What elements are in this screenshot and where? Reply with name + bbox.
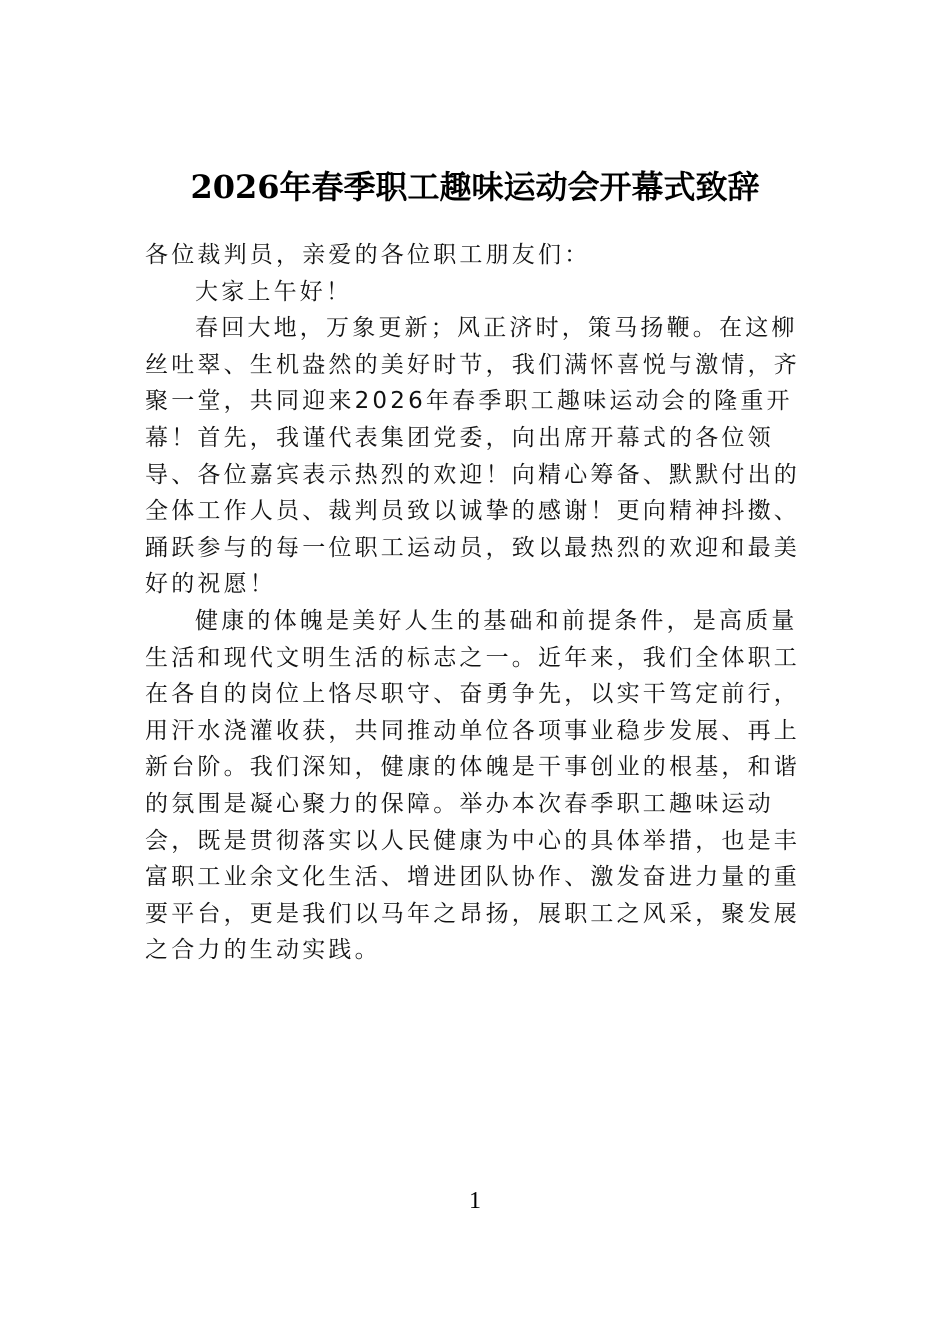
paragraph-line: 好的祝愿！ xyxy=(145,571,276,598)
page-number: 1 xyxy=(469,1188,481,1214)
paragraph-line: 导、各位嘉宾表示热烈的欢迎！向精心筹备、默默付出的 xyxy=(145,461,800,488)
paragraph-line: 会，既是贯彻落实以人民健康为中心的具体举措，也是丰 xyxy=(145,827,800,854)
paragraph-line: 新台阶。我们深知，健康的体魄是干事创业的根基，和谐 xyxy=(145,754,800,781)
paragraph-line: 全体工作人员、裁判员致以诚挚的感谢！更向精神抖擞、 xyxy=(145,498,800,525)
paragraph-line: 富职工业余文化生活、增进团队协作、激发奋进力量的重 xyxy=(145,864,800,891)
paragraph-line: 之合力的生动实践。 xyxy=(145,937,381,964)
paragraph-line: 的氛围是凝心聚力的保障。举办本次春季职工趣味运动 xyxy=(145,790,774,817)
greeting-line: 大家上午好！ xyxy=(195,278,353,305)
paragraph-line: 丝吐翠、生机盎然的美好时节，我们满怀喜悦与激情，齐 xyxy=(145,351,800,378)
paragraph-line: 用汗水浇灌收获，共同推动单位各项事业稳步发展、再上 xyxy=(145,717,800,744)
paragraph-line: 生活和现代文明生活的标志之一。近年来，我们全体职工 xyxy=(145,644,800,671)
document-body xyxy=(145,237,800,969)
salutation-line: 各位裁判员，亲爱的各位职工朋友们： xyxy=(145,242,591,268)
paragraph-line: 聚一堂，共同迎来2026年春季职工趣味运动会的隆重开 xyxy=(145,388,793,415)
paragraph-line: 踊跃参与的每一位职工运动员，致以最热烈的欢迎和最美 xyxy=(145,534,800,561)
paragraph-line: 春回大地，万象更新；风正济时，策马扬鞭。在这柳 xyxy=(195,315,798,342)
paragraph-line: 健康的体魄是美好人生的基础和前提条件，是高质量 xyxy=(195,607,798,634)
document-title: 2026年春季职工趣味运动会开幕式致辞 xyxy=(190,168,760,206)
paragraph-line: 要平台，更是我们以马年之昂扬，展职工之风采，聚发展 xyxy=(145,900,800,927)
paragraph-line: 在各自的岗位上恪尽职守、奋勇争先，以实干笃定前行， xyxy=(145,681,800,708)
paragraph-line: 幕！首先，我谨代表集团党委，向出席开幕式的各位领 xyxy=(145,424,774,451)
